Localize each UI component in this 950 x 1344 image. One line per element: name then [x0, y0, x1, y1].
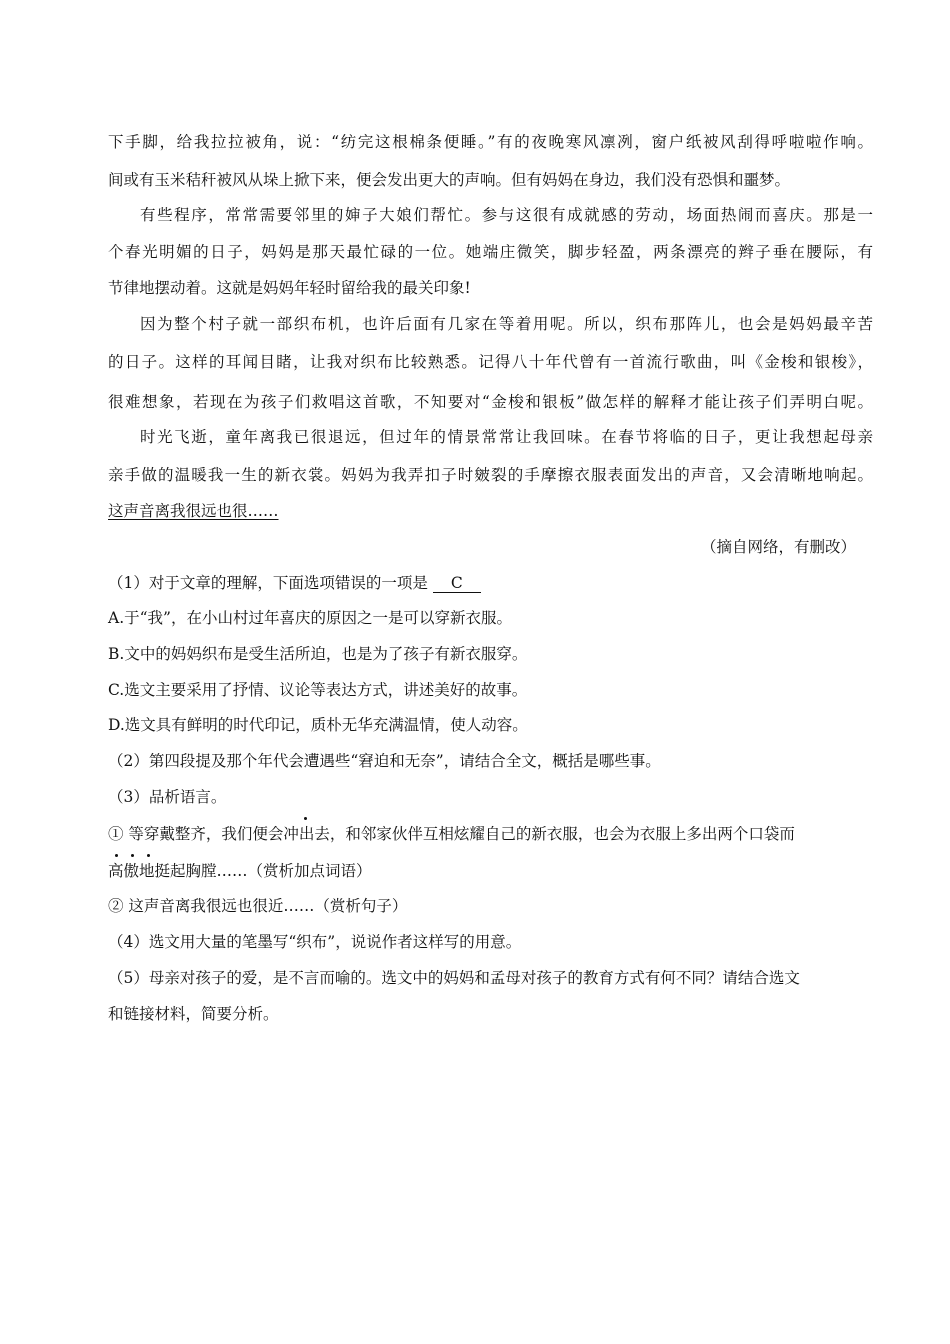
- question-3-item-2: ② 这声音离我很远也很近……（赏析句子）: [108, 897, 408, 915]
- question-3-item-1-line-2: 高傲地挺起胸膛……（赏析加点词语）: [108, 862, 372, 880]
- passage-line: 很难想象，若现在为孩子们救唱这首歌，不知要对“金梭和银板”做怎样的解释才能让孩子们弄明白呢。: [108, 393, 873, 411]
- question-5-line-1: （5）母亲对孩子的爱，是不言而喻的。选文中的妈妈和孟母对孩子的教育方式有何不同？请结合选文: [108, 969, 800, 987]
- question-3-item-1-line-1: ① 等穿戴整齐，我们便会冲出去，和邻家伙伴互相炫耀自己的新衣服，也会为衣服上多出两个口袋而: [108, 825, 795, 843]
- passage-line: 时光飞逝，童年离我已很退远，但过年的情景常常让我回味。在春节将临的日子，更让我想起母亲: [140, 428, 873, 446]
- question-4: （4）选文用大量的笔墨写“织布”，说说作者这样写的用意。: [108, 933, 522, 951]
- question-3: （3）品析语言。: [108, 788, 227, 806]
- passage-line: 下手脚，给我拉拉被角，说：“纺完这根棉条便睡。”有的夜晚寒风凛冽，窗户纸被风刮得呼啦啦作响。: [108, 133, 873, 151]
- emphasis-dot: [115, 854, 118, 857]
- option-a: A.于“我”，在小山村过年喜庆的原因之一是可以穿新衣服。: [108, 609, 512, 627]
- underlined-sentence: 这声音离我很远也很……: [108, 502, 279, 520]
- passage-line: 个春光明媚的日子，妈妈是那天最忙碌的一位。她端庄微笑，脚步轻盈，两条漂亮的辫子垂在腰际，有: [108, 243, 873, 261]
- emphasis-dot: [304, 817, 307, 820]
- passage-line: 有些程序，常常需要邻里的婶子大娘们帮忙。参与这很有成就感的劳动，场面热闹而喜庆。那是一: [140, 206, 873, 224]
- emphasis-dot: [147, 854, 150, 857]
- passage-line: 的日子。这样的耳闻目睹，让我对织布比较熟悉。记得八十年代曾有一首流行歌曲，叫《金梭和银梭》，: [108, 353, 873, 371]
- emphasis-dot: [131, 854, 134, 857]
- question-2: （2）第四段提及那个年代会遭遇些“窘迫和无奈”，请结合全文，概括是哪些事。: [108, 752, 661, 770]
- passage-line: 亲手做的温暖我一生的新衣裳。妈妈为我弄扣子时皴裂的手摩擦衣服表面发出的声音，又会清晰地响起。: [108, 466, 873, 484]
- option-c: C.选文主要采用了抒情、议论等表达方式，讲述美好的故事。: [108, 681, 528, 699]
- option-b: B.文中的妈妈织布是受生活所迫，也是为了孩子有新衣服穿。: [108, 645, 528, 663]
- passage-line: 节律地摆动着。这就是妈妈年轻时留给我的最关印象!: [108, 279, 471, 297]
- passage-line: 因为整个村子就一部织布机，也许后面有几家在等着用呢。所以，织布那阵儿，也会是妈妈最辛苦: [140, 315, 873, 333]
- option-d: D.选文具有鲜明的时代印记，质朴无华充满温情，使人动容。: [108, 716, 528, 734]
- answer-blank: C: [433, 574, 481, 593]
- passage-line: 间或有玉米秸秆被风从垛上掀下来，便会发出更大的声响。但有妈妈在身边，我们没有恐惧和噩梦。: [108, 171, 791, 189]
- source-note: （摘自网络，有删改）: [700, 538, 856, 556]
- question-5-line-2: 和链接材料，简要分析。: [108, 1005, 279, 1023]
- question-1-text: （1）对于文章的理解，下面选项错误的一项是: [108, 574, 428, 592]
- question-1: [108, 573, 481, 593]
